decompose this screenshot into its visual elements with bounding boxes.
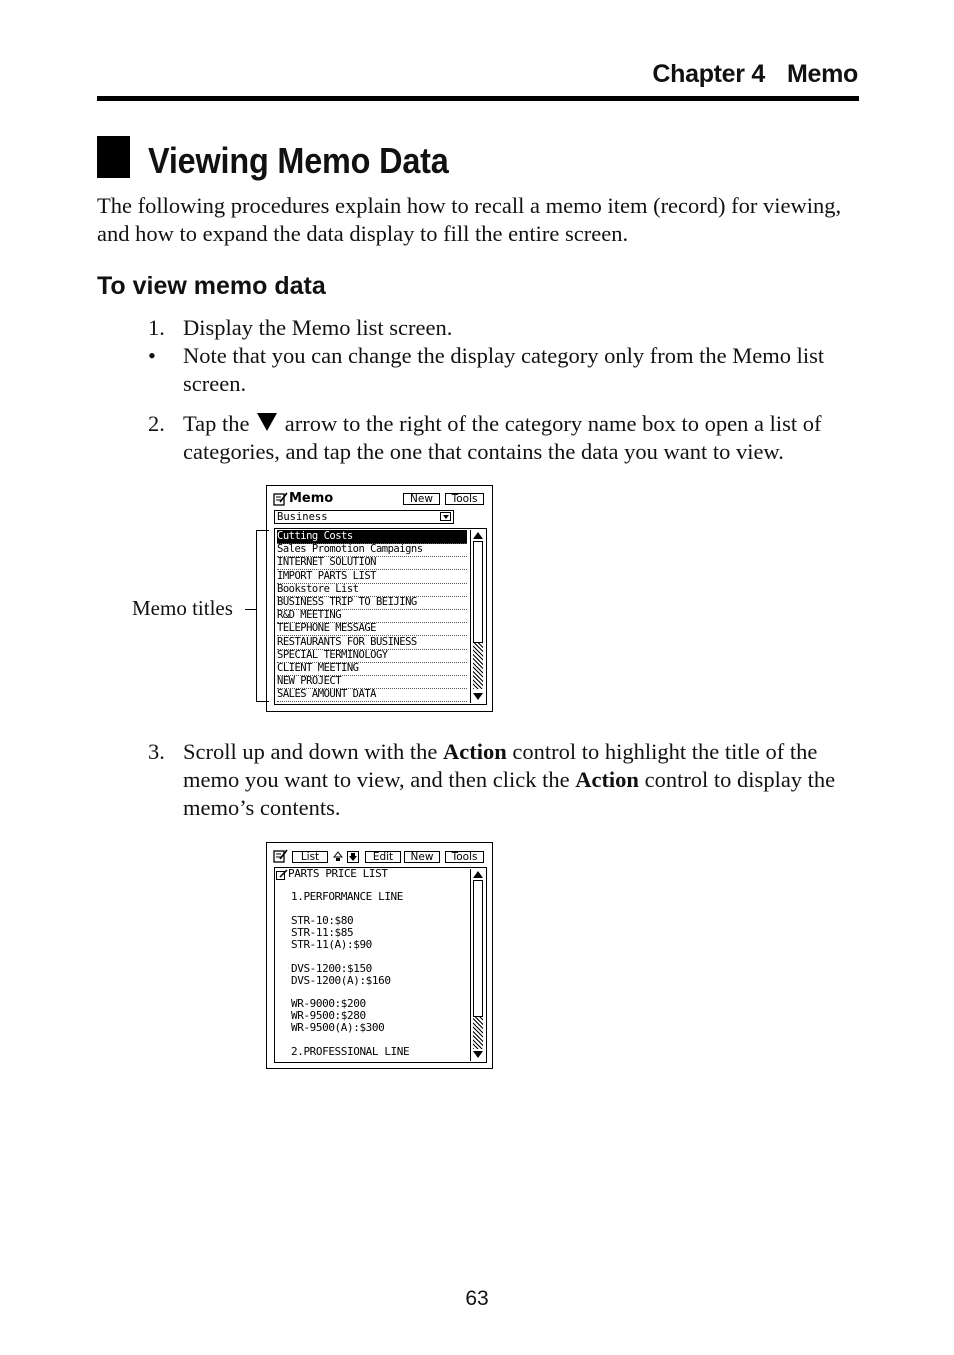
scroll-up-icon[interactable] bbox=[473, 532, 483, 539]
list-item[interactable]: Bookstore List bbox=[277, 583, 467, 597]
list-item[interactable]: NEW PROJECT bbox=[277, 675, 467, 689]
chapter-header bbox=[652, 60, 858, 89]
chapter-label: Chapter 4 bbox=[652, 60, 765, 88]
memo-line: STR-11:$85 bbox=[291, 926, 354, 939]
step-1-text: Display the Memo list screen. bbox=[183, 315, 453, 340]
memo-detail-screen bbox=[266, 842, 493, 1069]
header-rule bbox=[97, 96, 859, 101]
section-marker bbox=[97, 136, 130, 178]
memo-line: WR-9500:$280 bbox=[291, 1009, 366, 1022]
scroll-up-arrow-icon[interactable] bbox=[333, 851, 343, 863]
memo-line: DVS-1200:$150 bbox=[291, 962, 372, 975]
list-item[interactable]: BUSINESS TRIP TO BEIJING bbox=[277, 596, 467, 610]
callout-leader bbox=[245, 609, 256, 610]
step-3-bold-b: Action bbox=[575, 767, 639, 792]
list-item[interactable]: SPECIAL TERMINOLOGY bbox=[277, 649, 467, 663]
memo-title: PARTS PRICE LIST bbox=[288, 867, 388, 880]
scroll-thumb[interactable] bbox=[473, 880, 483, 1017]
list-item[interactable]: RESTAURANTS FOR BUSINESS bbox=[277, 636, 467, 650]
list-item[interactable]: CLIENT MEETING bbox=[277, 662, 467, 676]
tools-button[interactable]: Tools bbox=[445, 493, 484, 505]
memo-line: STR-10:$80 bbox=[291, 914, 354, 927]
scrollbar[interactable] bbox=[470, 869, 485, 1061]
list-item[interactable]: INTERNET SOLUTION bbox=[277, 556, 467, 570]
list-button[interactable]: List bbox=[292, 851, 328, 863]
chapter-section: Memo bbox=[786, 60, 858, 88]
bullet-mark: • bbox=[148, 343, 156, 368]
memo-content bbox=[274, 867, 487, 1063]
memo-list bbox=[274, 528, 487, 705]
memo-line: WR-9000:$200 bbox=[291, 997, 366, 1010]
step-2-text-b: arrow to the right of the category name box to open a list of categories, and tap the one that contains the data you want to view. bbox=[183, 411, 822, 464]
new-button[interactable]: New bbox=[403, 493, 440, 505]
list-item[interactable]: SALES AMOUNT DATA bbox=[277, 688, 467, 702]
memo-line: STR-11(A):$90 bbox=[291, 938, 372, 951]
step-2-text bbox=[183, 410, 873, 466]
step-2-number: 2. bbox=[148, 411, 165, 436]
memo-line: WR-9500(A):$300 bbox=[291, 1021, 385, 1034]
step-3-number: 3. bbox=[148, 739, 165, 764]
list-item[interactable]: Sales Promotion Campaigns bbox=[277, 543, 467, 557]
list-item[interactable]: Cutting Costs bbox=[277, 530, 467, 544]
callout-bracket bbox=[256, 530, 269, 702]
memo-line: DVS-1200(A):$160 bbox=[291, 974, 391, 987]
memo-app-title: Memo bbox=[289, 491, 334, 506]
scroll-up-icon[interactable] bbox=[473, 871, 483, 878]
memo-titles-callout: Memo titles bbox=[132, 596, 233, 620]
step-3-text-c: control to display the memo’s contents. bbox=[183, 767, 836, 820]
bullet-text: Note that you can change the display category only from the Memo list screen. bbox=[183, 343, 825, 396]
edit-button[interactable]: Edit bbox=[365, 851, 401, 863]
tools-button[interactable]: Tools bbox=[445, 851, 484, 863]
scroll-down-icon[interactable] bbox=[473, 693, 483, 700]
category-dropdown-icon[interactable] bbox=[440, 512, 451, 521]
step-3-bold-a: Action bbox=[442, 739, 507, 764]
memo-edit-icon bbox=[276, 869, 288, 880]
category-value: Business bbox=[277, 511, 328, 523]
step-3-text-b: control to highlight the title of the memo you want to view, and then click the bbox=[183, 739, 818, 792]
list-item[interactable]: R&D MEETING bbox=[277, 609, 467, 623]
intro-paragraph: The following procedures explain how to recall a memo item (record) for viewing, and how to expand the data display to fill the entire screen. bbox=[97, 193, 842, 246]
page-title: Viewing Memo Data bbox=[148, 140, 449, 181]
memo-list-screen bbox=[266, 485, 493, 712]
down-triangle-icon bbox=[257, 413, 277, 431]
new-button[interactable]: New bbox=[404, 851, 440, 863]
memo-app-icon bbox=[273, 849, 288, 863]
step-3-text bbox=[183, 738, 873, 822]
scroll-down-icon[interactable] bbox=[473, 1051, 483, 1058]
scroll-thumb[interactable] bbox=[473, 541, 483, 643]
category-select[interactable] bbox=[274, 510, 454, 524]
subheading: To view memo data bbox=[97, 272, 326, 300]
scrollbar[interactable] bbox=[470, 530, 485, 703]
list-item[interactable]: TELEPHONE MESSAGE bbox=[277, 622, 467, 636]
list-item[interactable]: IMPORT PARTS LIST bbox=[277, 570, 467, 584]
step-2-text-a: Tap the bbox=[183, 411, 250, 436]
scroll-down-arrow-icon[interactable] bbox=[347, 851, 359, 863]
memo-app-icon bbox=[273, 492, 288, 506]
page-number: 63 bbox=[465, 1287, 489, 1310]
memo-line: 2.PROFESSIONAL LINE bbox=[291, 1045, 410, 1058]
step-1-number: 1. bbox=[148, 315, 165, 340]
step-3-text-a: Scroll up and down with the bbox=[183, 739, 443, 764]
scroll-track[interactable] bbox=[473, 643, 483, 689]
memo-line: 1.PERFORMANCE LINE bbox=[291, 890, 404, 903]
scroll-track[interactable] bbox=[473, 1017, 483, 1049]
